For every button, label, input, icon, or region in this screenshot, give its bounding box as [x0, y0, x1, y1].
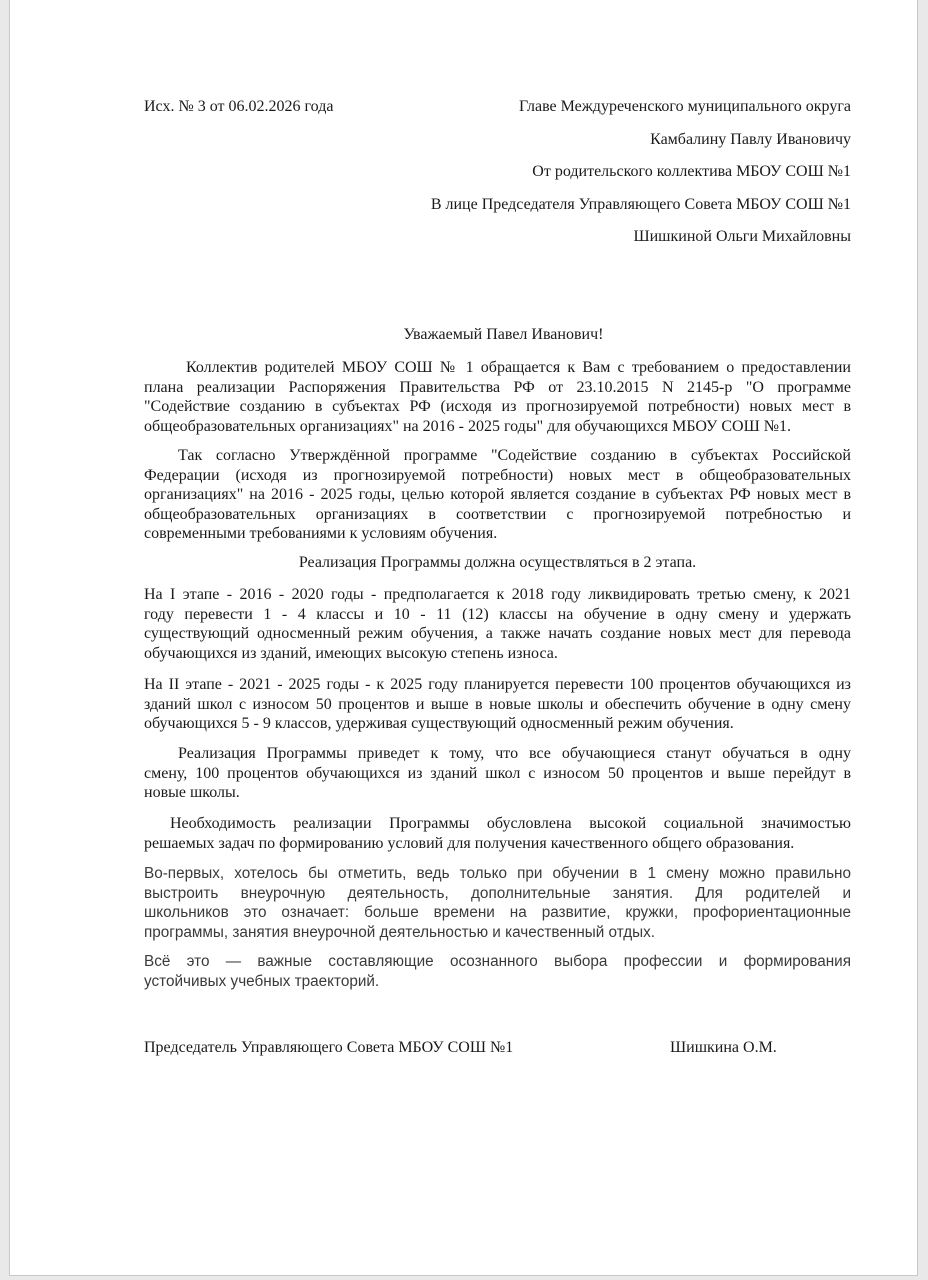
- paragraph-line: На I этапе - 2016 - 2020 годы - предполагается к 2018 году ликвидировать третью смену, к 2021: [144, 586, 851, 603]
- signature-name: Шишкина О.М.: [670, 1039, 777, 1056]
- paragraph: [144, 814, 851, 853]
- paragraph-line: общеобразовательных организациях" на 2016 - 2025 годы" для обучающихся МБОУ СОШ №1.: [144, 417, 792, 435]
- paragraph-line: плана реализации Распоряжения Правительства РФ от 23.10.2015 N 2145-р "О программе: [144, 378, 851, 396]
- addressee-line: В лице Председателя Управляющего Совета МБОУ СОШ №1: [430, 196, 851, 213]
- outgoing-number: Исх. № 3 от 06.02.2026 года: [144, 98, 334, 115]
- paragraph-line: решаемых задач по формированию условий для получения качественного общего образования.: [144, 834, 795, 852]
- paragraph: [144, 675, 851, 734]
- paragraph-line: Реализация Программы приведет к тому, что все обучающиеся станут обучаться в одну: [178, 745, 851, 762]
- paragraph-line: Всё это — важные составляющие осознанного выбора профессии и формирования: [144, 953, 851, 970]
- paragraph: [144, 585, 851, 663]
- paragraph-line: смену, 100 процентов обучающихся из зданий школ с износом 50 процентов и выше перейдут в: [144, 764, 851, 782]
- paragraph-line: году перевести 1 - 4 классы и 10 - 11 (12) классы на обучение в одну смену и удержать: [144, 605, 851, 623]
- paragraph-line: обучающихся 5 - 9 классов, удерживая существующий односменный режим обучения.: [144, 715, 734, 732]
- addressee-line: Главе Междуреченского муниципального округа: [518, 98, 851, 115]
- paragraph: [144, 952, 851, 991]
- paragraph-line: На II этапе - 2021 - 2025 годы - к 2025 году планируется перевести 100 процентов обучающихся из: [144, 676, 851, 693]
- paragraph-line: Коллектив родителей МБОУ СОШ № 1 обращается к Вам с требованием о предоставлении: [186, 359, 851, 376]
- paragraph: [144, 358, 851, 436]
- paragraph-line: общеобразовательных организациях в соответствии с прогнозируемой потребностью и: [144, 505, 851, 523]
- paragraph-line: "Содействие созданию в субъектах РФ (исходя из прогнозируемой потребности) новых мест в: [144, 398, 851, 415]
- addressee-line: От родительского коллектива МБОУ СОШ №1: [532, 163, 851, 180]
- paragraph-line: Федерации (исходя из прогнозируемой потребности) новых мест в общеобразовательных: [144, 466, 851, 484]
- paragraph-line: устойчивых учебных траекторий.: [144, 972, 380, 990]
- paragraph: [144, 553, 851, 573]
- paragraph-line: Во-первых, хотелось бы отметить, ведь только при обучении в 1 смену можно правильно: [144, 865, 851, 882]
- paragraph: [144, 446, 851, 544]
- paragraph-line: обучающихся из зданий, имеющих высокую степень износа.: [144, 644, 558, 662]
- paragraph-line: школьников это означает: больше времени на развитие, кружки, профориентационные: [144, 904, 851, 921]
- paragraph-line: выстроить внеурочную деятельность, дополнительные занятия. Для родителей и: [144, 884, 851, 902]
- paragraph-line: программы, занятия внеурочной деятельностью и качественный отдых.: [144, 923, 656, 941]
- signature-position: Председатель Управляющего Совета МБОУ СОШ №1: [144, 1039, 514, 1056]
- paragraph-line: существующий односменный режим обучения, а также начать создание новых мест для перевода: [144, 625, 851, 642]
- addressee-line: Шишкиной Ольги Михайловны: [633, 228, 851, 245]
- paragraph-line: современными требованиями к условиям обучения.: [144, 525, 498, 542]
- paragraph-line: новые школы.: [144, 784, 240, 801]
- paragraph-line: организациях" на 2016 - 2025 годы, целью которой является создание в субъектах РФ новых мест в: [144, 486, 851, 503]
- addressee-line: Камбалину Павлу Ивановичу: [650, 131, 851, 148]
- paragraph-line: зданий школ с износом 50 процентов и выше в новые школы и обеспечить обучение в одну смену: [144, 695, 851, 713]
- paragraph: [144, 744, 851, 803]
- paragraph-line: Реализация Программы должна осуществляться в 2 этапа.: [298, 554, 697, 571]
- greeting: Уважаемый Павел Иванович!: [403, 326, 604, 343]
- paragraph-line: Необходимость реализации Программы обусловлена высокой социальной значимостью: [170, 815, 851, 832]
- paragraph: [144, 864, 851, 942]
- paragraph-line: Так согласно Утверждённой программе "Содействие созданию в субъектах Российской: [178, 447, 851, 464]
